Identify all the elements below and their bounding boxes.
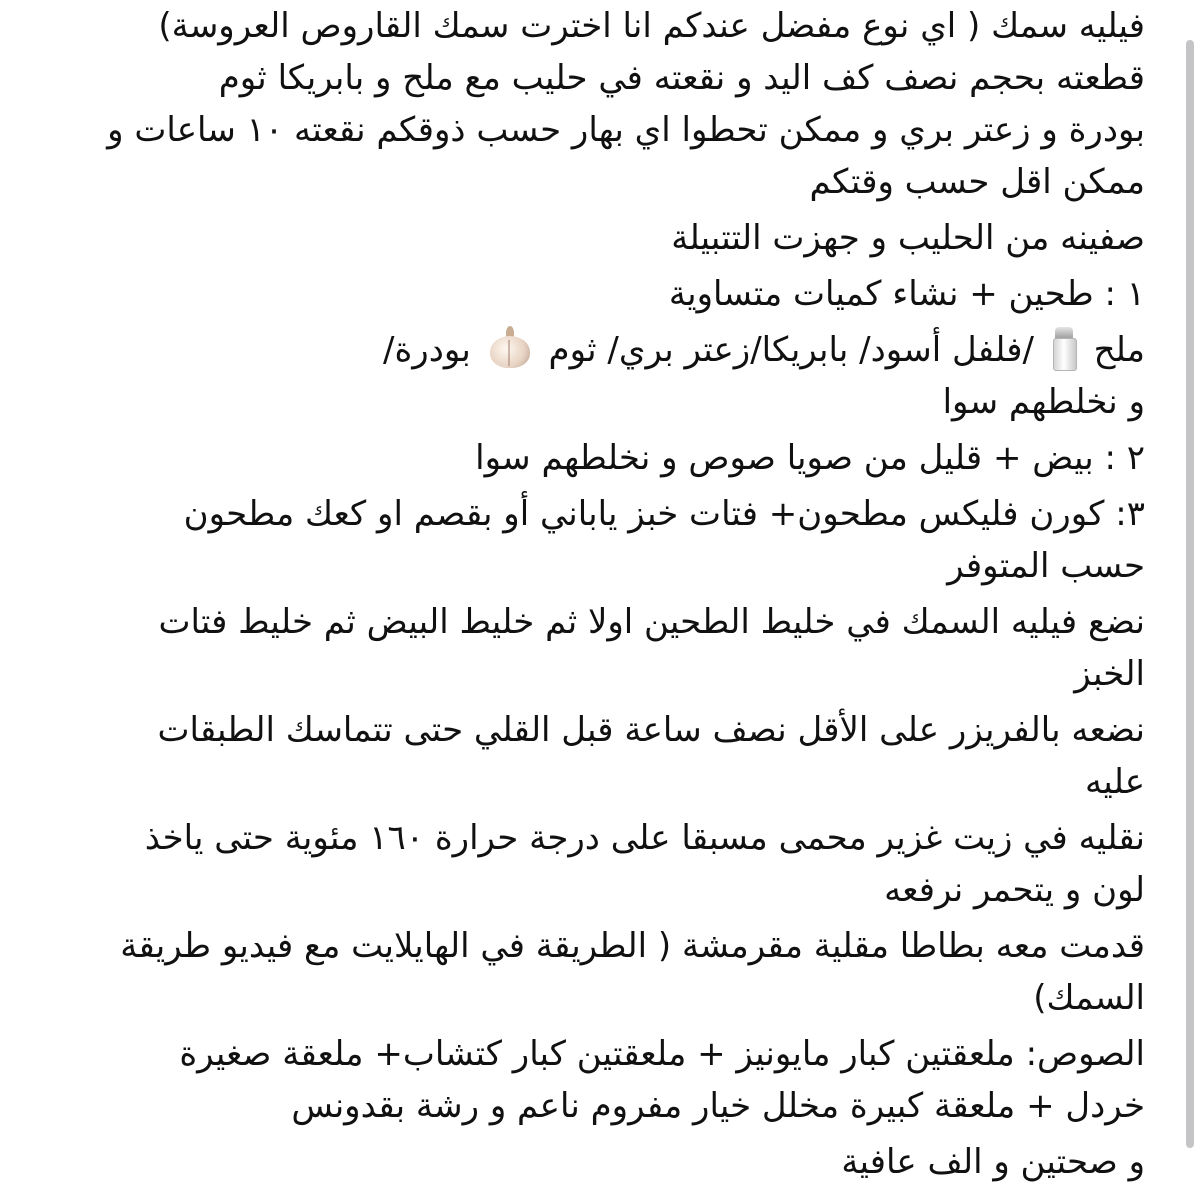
text-line: و صحتين و الف عافية [841,1142,1145,1182]
text-line: نضع فيليه السمك في خليط الطحين اولا ثم خليط البيض ثم خليط فتات [158,602,1145,642]
text-line: ٣: كورن فليكس مطحون+ فتات خبز ياباني أو بقصم او كعك مطحون [183,494,1145,534]
text-span: بودرة/ [383,330,471,370]
text-line: الصوص: ملعقتين كبار مايونيز + ملعقتين كبار كتشاب+ ملعقة صغيرة [179,1034,1145,1074]
text-line: خردل + ملعقة كبيرة مخلل خيار مفروم ناعم و رشة بقدونس [291,1086,1145,1126]
text-line: الخبز [1074,654,1145,694]
text-line: فيليه سمك ( اي نوع مفضل عندكم انا اخترت سمك القاروص العروسة) [158,6,1145,46]
text-line: بودرة و زعتر بري و ممكن تحطوا اي بهار حسب ذوقكم نقعته ١٠ ساعات و [107,110,1145,150]
text-line: قدمت معه بطاطا مقلية مقرمشة ( الطريقة في الهايلايت مع فيديو طريقة [120,926,1145,966]
text-line: لون و يتحمر نرفعه [884,870,1145,910]
salt-shaker-icon [1051,327,1077,369]
text-line: ٢ : بيض + قليل من صويا صوص و نخلطهم سوا [475,438,1145,478]
text-line: السمك) [1033,978,1145,1018]
vertical-scrollbar[interactable] [1186,40,1194,1148]
garlic-icon [488,326,532,370]
text-line: صفينه من الحليب و جهزت التتبيلة [671,218,1145,258]
text-line: نضعه بالفريزر على الأقل نصف ساعة قبل القلي حتى تتماسك الطبقات [157,710,1145,750]
text-line: و نخلطهم سوا [942,382,1145,422]
text-line: حسب المتوفر [947,546,1145,586]
recipe-note-text [40,0,1145,1188]
text-line: ١ : طحين + نشاء كميات متساوية [668,274,1145,314]
spice-line [40,324,1145,376]
text-span: /فلفل أسود/ بابريكا/زعتر بري/ ثوم [548,330,1034,370]
text-line: ممكن اقل حسب وقتكم [809,162,1145,202]
text-span: ملح [1093,330,1145,370]
text-line: عليه [1084,762,1145,802]
text-line: نقليه في زيت غزير محمى مسبقا على درجة حرارة ١٦٠ مئوية حتى ياخذ [144,818,1145,858]
text-line: قطعته بحجم نصف كف اليد و نقعته في حليب مع ملح و بابريكا ثوم [218,58,1145,98]
